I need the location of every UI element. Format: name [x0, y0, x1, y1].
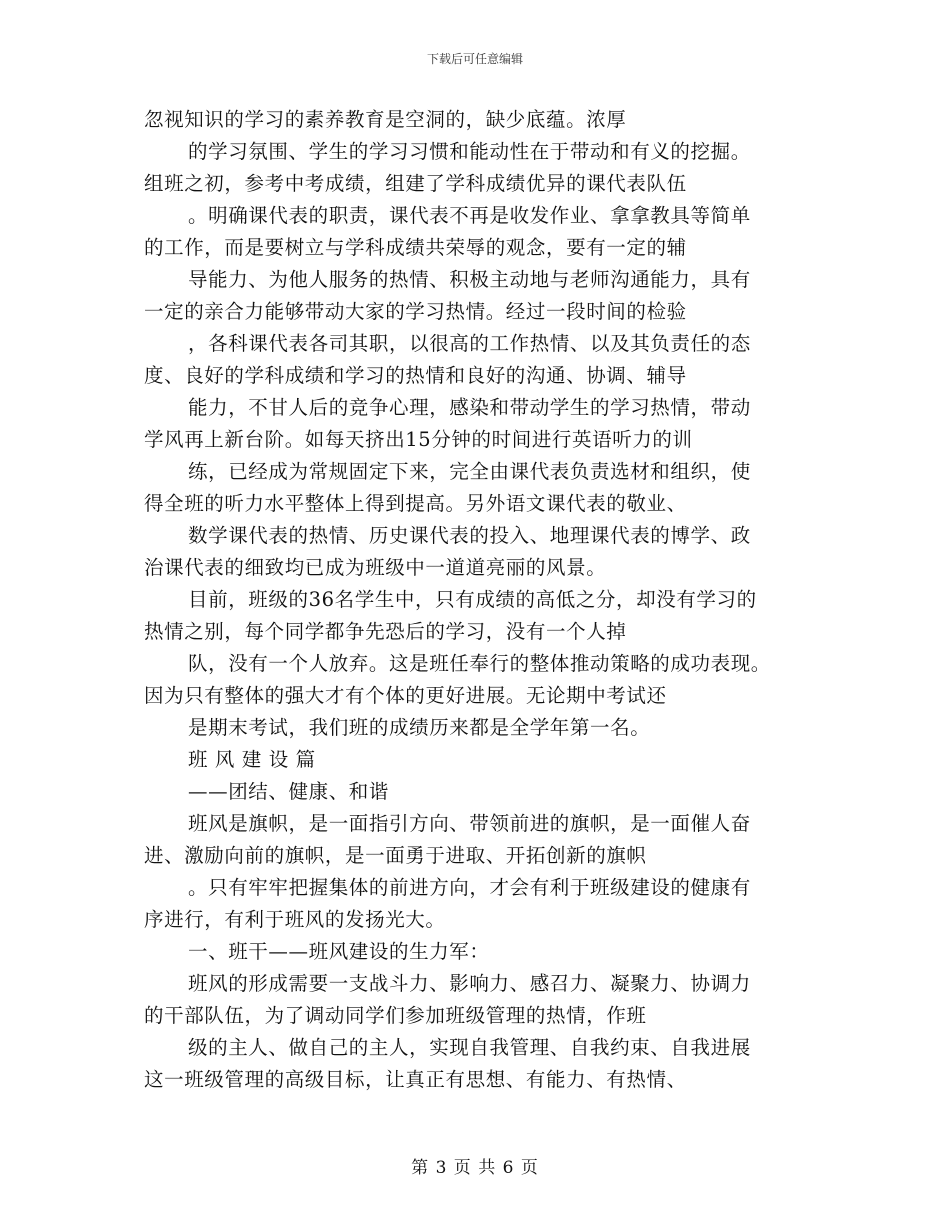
text-line: 队，没有一个人放弃。这是班任奉行的整体推动策略的成功表现。 [188, 652, 771, 675]
text-line: 一、班干——班风建设的生力军： [188, 940, 490, 963]
text-line: 的干部队伍，为了调动同学们参加班级管理的热情，作班 [144, 1004, 647, 1027]
text-line: ，各科课代表各司其职，以很高的工作热情、以及其负责任的态 [188, 332, 751, 355]
text-line: 序进行，有利于班风的发扬光大。 [144, 908, 446, 931]
text-line: ——团结、健康、和谐 [188, 780, 390, 803]
text-line: 练，已经成为常规固定下来，完全由课代表负责选材和组织，使 [188, 460, 751, 483]
text-line: 的学习氛围、学生的学习习惯和能动性在于带动和有义的挖掘。 [188, 140, 751, 163]
text-line: 的工作，而是要树立与学科成绩共荣辱的观念，要有一定的辅 [144, 236, 687, 259]
text-line: 班 风 建 设 篇 [188, 748, 316, 771]
text-line: 一定的亲合力能够带动大家的学习热情。经过一段时间的检验 [144, 300, 687, 323]
text-line: 因为只有整体的强大才有个体的更好进展。无论期中考试还 [144, 684, 667, 707]
text-line: 级的主人、做自己的主人，实现自我管理、自我约束、自我进展 [188, 1036, 751, 1059]
text-line: 。明确课代表的职责，课代表不再是收发作业、拿拿教具等简单 [188, 204, 751, 227]
text-line: 。只有牢牢把握集体的前进方向，才会有利于班级建设的健康有 [188, 876, 751, 899]
text-line: 学风再上新台阶。如每天挤出15分钟的时间进行英语听力的训 [144, 428, 693, 451]
text-line: 能力，不甘人后的竞争心理，感染和带动学生的学习热情，带动 [188, 396, 751, 419]
text-line: 得全班的听力水平整体上得到提高。另外语文课代表的敬业、 [144, 492, 687, 515]
page-header-note: 下载后可任意编辑 [426, 52, 523, 66]
page-number-footer: 第 3 页 共 6 页 [411, 1158, 539, 1178]
text-line: 忽视知识的学习的素养教育是空洞的，缺少底蕴。浓厚 [144, 108, 627, 131]
text-line: 数学课代表的热情、历史课代表的投入、地理课代表的博学、政 [188, 524, 751, 547]
text-line: 进、激励向前的旗帜，是一面勇于进取、开拓创新的旗帜 [144, 844, 647, 867]
text-line: 度、良好的学科成绩和学习的热情和良好的沟通、协调、辅导 [144, 364, 687, 387]
text-line: 班风的形成需要一支战斗力、影响力、感召力、凝聚力、协调力 [188, 972, 751, 995]
text-line: 治课代表的细致均已成为班级中一道道亮丽的风景。 [144, 556, 607, 579]
text-line: 是期末考试，我们班的成绩历来都是全学年第一名。 [188, 716, 651, 739]
text-line: 组班之初，参考中考成绩，组建了学科成绩优异的课代表队伍 [144, 172, 687, 195]
text-line: 导能力、为他人服务的热情、积极主动地与老师沟通能力，具有 [188, 268, 751, 291]
document-body [144, 104, 824, 1096]
text-line: 这一班级管理的高级目标，让真正有思想、有能力、有热情、 [144, 1068, 687, 1091]
text-line: 目前，班级的36名学生中，只有成绩的高低之分，却没有学习的 [188, 588, 757, 611]
text-line: 热情之别，每个同学都争先恐后的学习，没有一个人掉 [144, 620, 627, 643]
text-line: 班风是旗帜，是一面指引方向、带领前进的旗帜，是一面催人奋 [188, 812, 751, 835]
